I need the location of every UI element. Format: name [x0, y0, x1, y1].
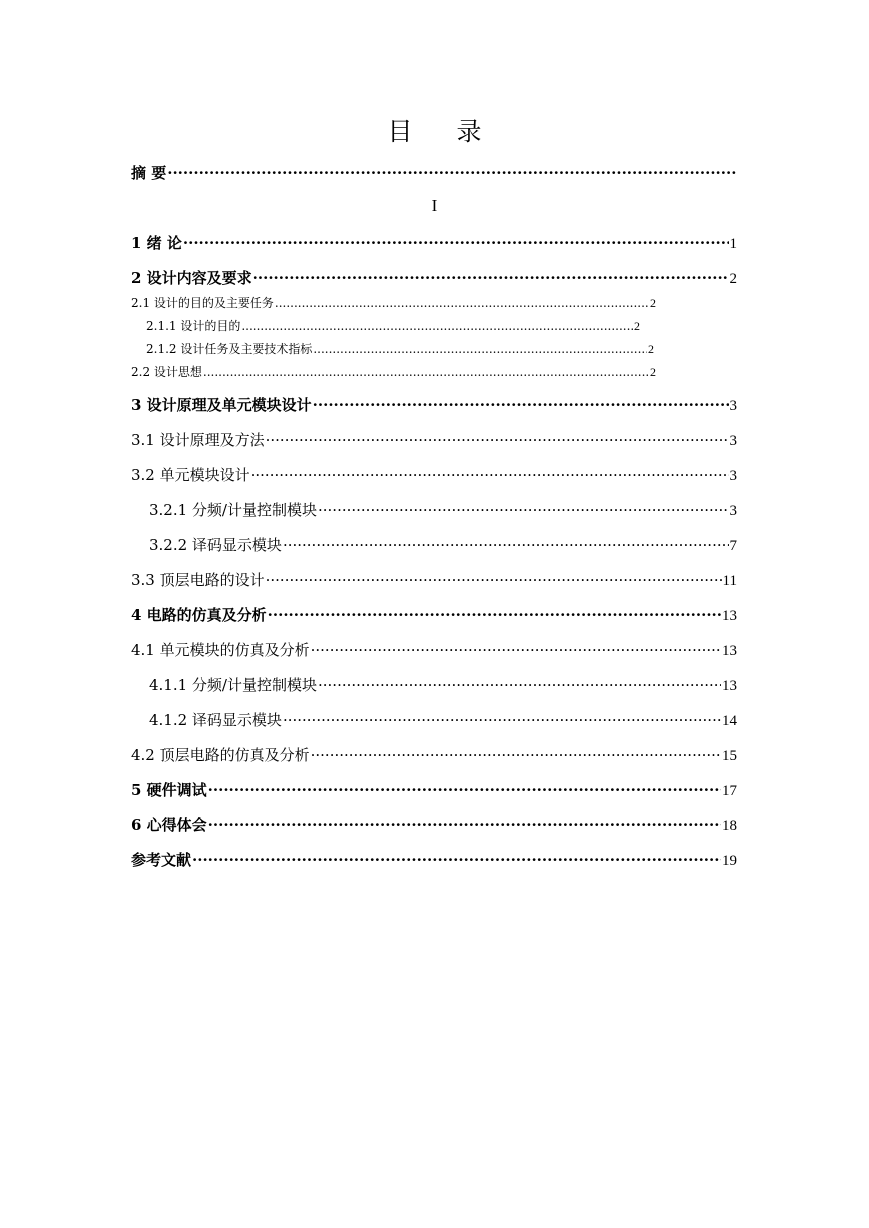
toc-entry-page: 2	[650, 296, 656, 310]
toc-entry-label: 3.1 设计原理及方法	[131, 431, 265, 449]
toc-leader	[208, 781, 721, 799]
toc-entry-label: 3.2.1 分频/计量控制模块	[149, 501, 317, 519]
toc-leader	[183, 234, 729, 252]
toc-entry-2[interactable]	[131, 267, 737, 288]
toc-entry-1[interactable]	[131, 232, 737, 253]
toc-leader	[266, 431, 729, 449]
toc-leader	[313, 396, 729, 414]
toc-leader	[313, 342, 647, 356]
toc-entry-label: 2.1.1 设计的目的	[146, 319, 241, 333]
toc-entry-page: 3	[729, 398, 737, 414]
toc-entry-3-2[interactable]	[131, 464, 737, 485]
toc-entry-page: 2	[729, 271, 737, 287]
toc-leader	[283, 536, 729, 554]
toc-entry-4-1-1[interactable]	[149, 674, 737, 695]
toc-entry-page: 3	[729, 468, 737, 484]
toc-entry-4-2[interactable]	[131, 744, 737, 765]
toc-entry-label: 参考文献	[131, 851, 192, 869]
page-title	[0, 112, 869, 148]
toc-entry-3-2-1[interactable]	[149, 499, 737, 520]
toc-entry-page: 2	[648, 342, 654, 356]
toc-entry-page: 1	[729, 236, 737, 252]
toc-entry-3[interactable]	[131, 394, 737, 415]
toc-entry-3-3[interactable]	[131, 569, 737, 590]
toc-entry-page: 17	[722, 783, 737, 799]
toc-entry-label: 4.1.2 译码显示模块	[149, 711, 282, 729]
toc-entry-page: 3	[729, 433, 737, 449]
toc-entry-page: 14	[722, 713, 737, 729]
toc-leader	[268, 606, 721, 624]
toc-entry-4-1-2[interactable]	[149, 709, 737, 730]
toc-entry-page: 2	[650, 365, 656, 379]
toc-leader	[241, 319, 633, 333]
toc-entry-2-1-1[interactable]	[146, 317, 640, 334]
toc-entry-label: 4.1.1 分频/计量控制模块	[149, 676, 317, 694]
toc-entry-label: 2.2 设计思想	[131, 365, 202, 379]
toc-entry-page: 13	[722, 678, 737, 694]
toc-entry-abstract-page: I	[431, 196, 438, 215]
toc-entry-abstract[interactable]	[131, 162, 737, 183]
toc-entry-label: 2 设计内容及要求	[131, 269, 252, 287]
toc-leader	[275, 296, 649, 310]
toc-entry-label: 3.3 顶层电路的设计	[131, 571, 265, 589]
toc-leader	[203, 365, 649, 379]
toc-entry-5[interactable]	[131, 779, 737, 800]
toc-entry-3-2-2[interactable]	[149, 534, 737, 555]
toc-leader	[208, 816, 721, 834]
toc-entry-references[interactable]	[131, 849, 737, 870]
toc-leader	[318, 676, 721, 694]
toc-entry-page: 2	[634, 319, 640, 333]
toc-entry-page: 13	[722, 608, 737, 624]
toc-leader	[283, 711, 721, 729]
toc-entry-page: 7	[729, 538, 737, 554]
toc-entry-label: 2.1 设计的目的及主要任务	[131, 296, 274, 310]
toc-entry-label: 4.1 单元模块的仿真及分析	[131, 641, 310, 659]
toc-entry-page: 19	[722, 853, 737, 869]
title-char-right: 录	[456, 117, 482, 146]
toc-entry-4-1[interactable]	[131, 639, 737, 660]
toc-entry-label: 3.2 单元模块设计	[131, 466, 250, 484]
toc-leader	[266, 571, 722, 589]
toc-entry-label: 6 心得体会	[131, 816, 207, 834]
toc-entry-6[interactable]	[131, 814, 737, 835]
toc-entry-label: 1 绪 论	[131, 234, 182, 252]
toc-entry-label: 5 硬件调试	[131, 781, 207, 799]
toc-leader	[167, 164, 736, 182]
toc-entry-label: 4 电路的仿真及分析	[131, 606, 267, 624]
toc-entry-3-1[interactable]	[131, 429, 737, 450]
toc-entry-page: 13	[722, 643, 737, 659]
toc-entry-4[interactable]	[131, 604, 737, 625]
toc-entry-2-1[interactable]	[131, 294, 656, 311]
toc-entry-label: 2.1.2 设计任务及主要技术指标	[146, 342, 313, 356]
toc-leader	[253, 269, 729, 287]
title-char-left: 目	[387, 117, 413, 146]
toc-entry-page: 11	[722, 573, 737, 589]
toc-entry-2-2[interactable]	[131, 363, 656, 380]
toc-entry-label: 4.2 顶层电路的仿真及分析	[131, 746, 310, 764]
toc-entry-label: 3.2.2 译码显示模块	[149, 536, 282, 554]
toc-entry-page: 15	[722, 748, 737, 764]
toc-leader	[311, 641, 721, 659]
toc-entry-label: 摘 要	[131, 164, 167, 182]
toc-entry-2-1-2[interactable]	[146, 340, 654, 357]
toc-entry-label: 3 设计原理及单元模块设计	[131, 396, 312, 414]
toc-leader	[311, 746, 721, 764]
toc-leader	[192, 851, 721, 869]
toc-leader	[251, 466, 729, 484]
toc-leader	[318, 501, 729, 519]
toc-entry-page: 3	[729, 503, 737, 519]
toc-entry-page: 18	[722, 818, 737, 834]
